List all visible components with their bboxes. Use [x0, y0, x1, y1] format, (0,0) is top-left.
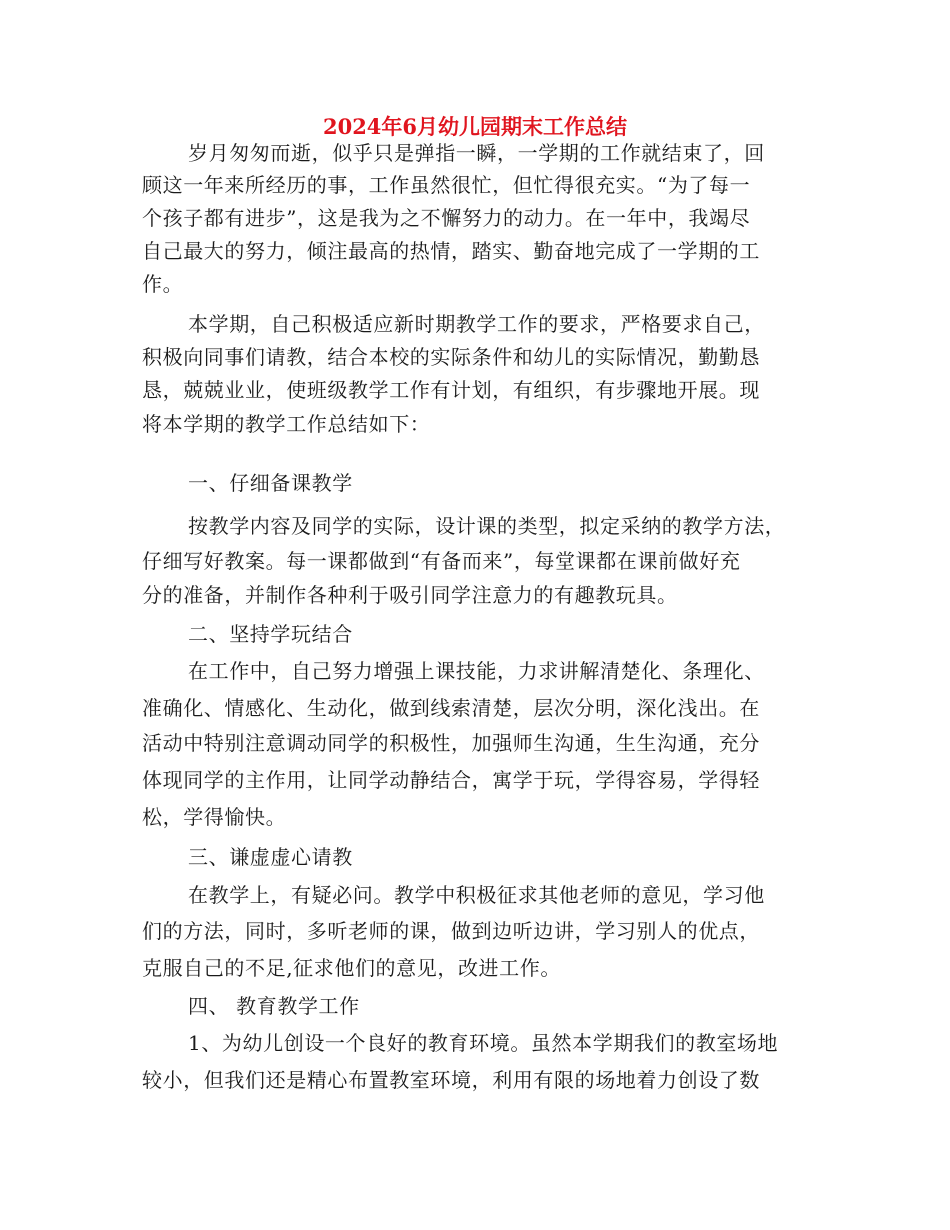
body-line: 将本学期的教学工作总结如下：: [142, 412, 431, 436]
body-line: 作。: [142, 272, 184, 296]
body-line: 较小，但我们还是精心布置教室环境，利用有限的场地着力创设了数: [142, 1068, 760, 1092]
body-line: 按教学内容及同学的实际，设计课的类型，拟定采纳的教学方法，: [188, 514, 786, 538]
body-line: 在工作中，自己努力增强上课技能，力求讲解清楚化、条理化、: [188, 659, 765, 683]
body-line: 岁月匆匆而逝，似乎只是弹指一瞬，一学期的工作就结束了，回: [188, 141, 765, 165]
body-line: 积极向同事们请教，结合本校的实际条件和幼儿的实际情况，勤勤恳: [142, 345, 760, 369]
body-line: 松，学得愉快。: [142, 805, 287, 829]
document-title: 2024年6月幼儿园期末工作总结: [322, 114, 628, 139]
body-line: 恳，兢兢业业，使班级教学工作有计划，有组织，有步骤地开展。现: [142, 378, 760, 402]
body-line: 克服自己的不足,征求他们的意见，改进工作。: [142, 956, 561, 980]
body-line: 分的准备，并制作各种利于吸引同学注意力的有趣教玩具。: [142, 583, 678, 607]
body-line: 准确化、情感化、生动化，做到线索清楚，层次分明，深化浅出。在: [142, 696, 760, 720]
body-line: 在教学上，有疑必问。教学中积极征求其他老师的意见，学习他: [188, 883, 765, 907]
body-line: 顾这一年来所经历的事，工作虽然很忙，但忙得很充实。“为了每一: [142, 173, 751, 197]
body-line: 体现同学的主作用，让同学动静结合，寓学于玩，学得容易，学得轻: [142, 768, 760, 792]
section-heading: 一、仔细备课教学: [188, 471, 353, 495]
body-line: 自己最大的努力，倾注最高的热情，踏实、勤奋地完成了一学期的工: [142, 239, 760, 263]
body-line: 1、为幼儿创设一个良好的教育环境。虽然本学期我们的教室场地: [188, 1031, 779, 1055]
body-line: 们的方法，同时，多听老师的课，做到边听边讲，学习别人的优点，: [142, 919, 760, 943]
body-line: 仔细写好教案。每一课都做到“有备而来”，每堂课都在课前做好充: [142, 549, 741, 573]
section-heading: 四、 教育教学工作: [188, 994, 360, 1018]
body-line: 本学期，自己积极适应新时期教学工作的要求，严格要求自己，: [188, 312, 765, 336]
section-heading: 二、坚持学玩结合: [188, 622, 353, 646]
body-line: 活动中特别注意调动同学的积极性，加强师生沟通，生生沟通，充分: [142, 731, 760, 755]
section-heading: 三、谦虚虚心请教: [188, 845, 353, 869]
body-line: 个孩子都有进步”，这是我为之不懈努力的动力。在一年中，我竭尽: [142, 206, 751, 230]
